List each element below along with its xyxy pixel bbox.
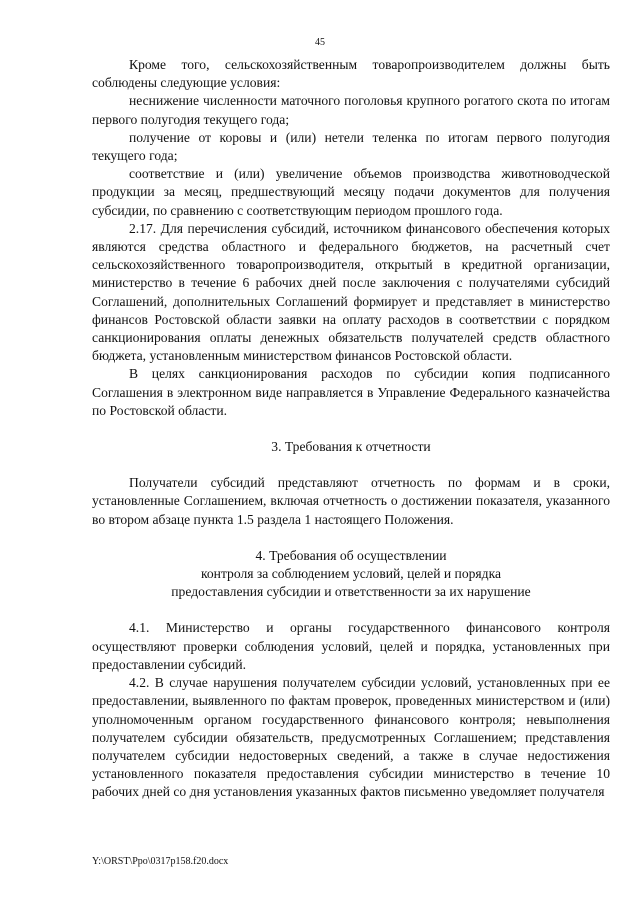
section-4-heading <box>92 547 610 602</box>
section-3-heading: 3. Требования к отчетности <box>271 439 431 455</box>
paragraph-condition-livestock: неснижение численности маточного поголовья крупного рогатого скота по итогам первого полугодия текущего года; <box>92 93 610 127</box>
section-4-heading-line3: предоставления субсидии и ответственности за их нарушение <box>171 584 531 600</box>
document-body <box>92 56 610 802</box>
paragraph-4-2: 4.2. В случае нарушения получателем субсидии условий, установленных при ее предоставлении, выявленного по фактам проверок, проведенных министерством и (или) уполномоченным органом государственного финансового контроля; невыполнения получателем субсидии обязательств, предусмотренных Соглашением; представления получателем субсидии недостоверных сведений, а также в случае недостижения установленного показателя предоставления субсидии министерство в течение 10 рабочих дней со дня установления указанных фактов письменно уведомляет получателя <box>92 675 610 800</box>
section-4-heading-line2: контроля за соблюдением условий, целей и порядка <box>200 566 502 582</box>
paragraph-4-1: 4.1. Министерство и органы государственного финансового контроля осуществляют проверки соблюдения условий, целей и порядка, установленных при предоставлении субсидий. <box>92 620 610 672</box>
paragraph-condition-calf: получение от коровы и (или) нетели теленка по итогам первого полугодия текущего года; <box>92 129 610 164</box>
paragraph-2-17: 2.17. Для перечисления субсидий, источником финансового обеспечения которых являются средства областного и федерального бюджетов, на расчетный счет сельскохозяйственного товаропроизводителя, открытый в кредитной организации, министерство в течение 6 рабочих дней после заключения с получателями субсидий Соглашений, дополнительных Соглашений формирует и представляет в министерство финансов Ростовской области заявки на оплату расходов в соответствии с порядком санкционирования оплаты денежных обязательств получателей средств областного бюджета, установленным министерством финансов Ростовской области. <box>92 220 610 364</box>
paragraph-sanction: В целях санкционирования расходов по субсидии копия подписанного Соглашения в электронном виде направляется в Управление Федерального казначейства по Ростовской области. <box>92 366 610 418</box>
section-3-paragraph: Получатели субсидий представляют отчетность по формам и в сроки, установленные Соглашением, включая отчетность о достижении показателя, указанного во втором абзаце пункта 1.5 раздела 1 настоящего Положения. <box>92 475 610 527</box>
paragraph-condition-production: соответствие и (или) увеличение объемов производства животноводческой продукции за месяц, предшествующий месяцу подачи документов для получения субсидии, по сравнению с соответствующим периодом прошлого года. <box>92 166 610 218</box>
section-4-heading-line1: 4. Требования об осуществлении <box>255 547 447 563</box>
footer-file-path: Y:\ORST\Ppo\0317p158.f20.docx <box>92 856 229 867</box>
page-number: 45 <box>315 37 325 48</box>
paragraph-conditions-intro: Кроме того, сельскохозяйственным товаропроизводителем должны быть соблюдены следующие условия: <box>92 57 610 91</box>
